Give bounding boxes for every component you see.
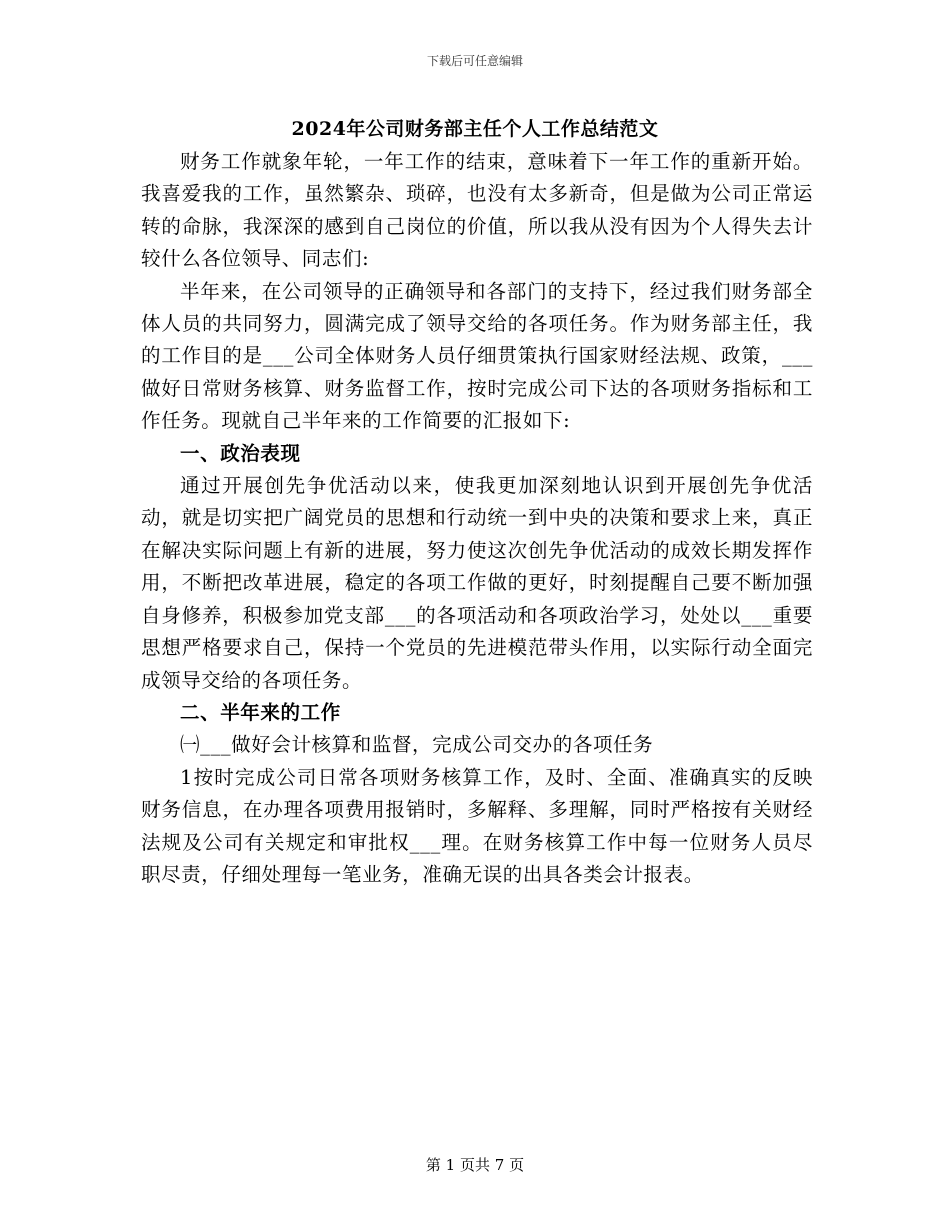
- intro-paragraph: 财务工作就象年轮，一年工作的结束，意味着下一年工作的重新开始。我喜爱我的工作，虽然繁杂、琐碎，也没有太多新奇，但是做为公司正常运转的命脉，我深深的感到自己岗位的价值，所以我从没有因为个人得失去计较什么各位领导、同志们:: [141, 150, 813, 271]
- page-footer: 第 1 页共 7 页: [425, 1156, 525, 1174]
- politics-paragraph: 通过开展创先争优活动以来，使我更加深刻地认识到开展创先争优活动，就是切实把广阔党员的思想和行动统一到中央的决策和要求上来，真正在解决实际问题上有新的进展，努力使这次创先争优活动的成效长期发挥作用，不断把改革进展，稳定的各项工作做的更好，时刻提醒自己要不断加强自身修养，积极参加党支部___的各项活动和各项政治学习，处处以___重要思想严格要求自己，保持一个党员的先进模范带头作用，以实际行动全面完成领导交给的各项任务。: [141, 474, 813, 692]
- document-body: [141, 146, 813, 891]
- header-note: 下载后可任意编辑: [426, 54, 523, 68]
- section-heading-work: 二、半年来的工作: [180, 700, 341, 724]
- summary-paragraph: 半年来，在公司领导的正确领导和各部门的支持下，经过我们财务部全体人员的共同努力，圆满完成了领导交给的各项任务。作为财务部主任，我的工作目的是___公司全体财务人员仔细贯策执行国家财经法规、政策，___做好日常财务核算、财务监督工作，按时完成公司下达的各项财务指标和工作任务。现就自己半年来的工作简要的汇报如下:: [141, 279, 813, 433]
- subsection-heading-accounting: ㈠___做好会计核算和监督，完成公司交办的各项任务: [180, 733, 654, 757]
- section-heading-politics: 一、政治表现: [180, 441, 301, 465]
- page-title: 2024年公司财务部主任个人工作总结范文: [291, 118, 659, 140]
- accounting-paragraph: 1按时完成公司日常各项财务核算工作，及时、全面、准确真实的反映财务信息，在办理各项费用报销时，多解释、多理解，同时严格按有关财经法规及公司有关规定和审批权___理。在财务核算工作中每一位财务人员尽职尽责，仔细处理每一笔业务，准确无误的出具各类会计报表。: [141, 765, 813, 886]
